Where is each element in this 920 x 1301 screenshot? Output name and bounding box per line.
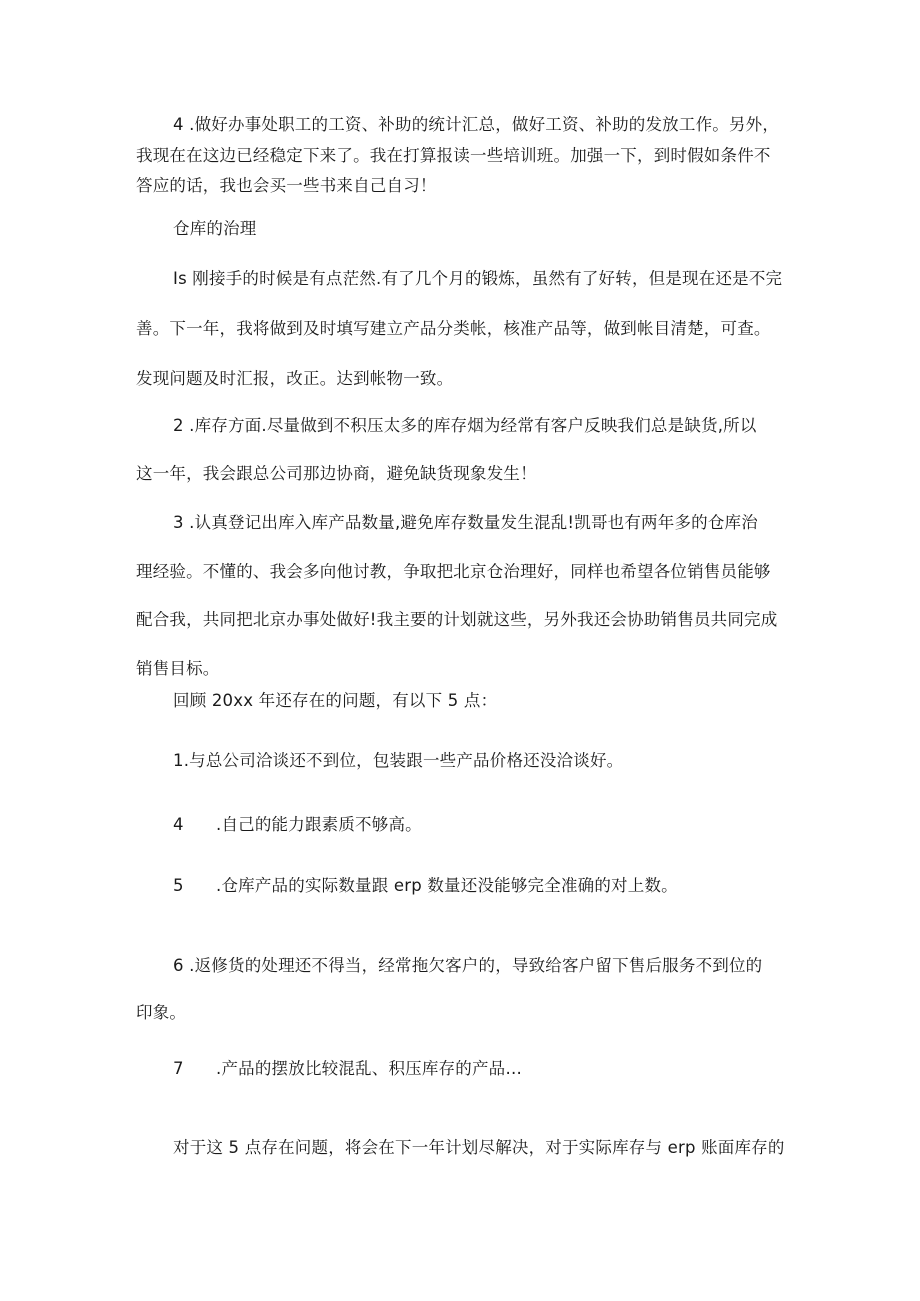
text-line: 销售目标。: [136, 659, 220, 678]
list-item-number: 5: [173, 876, 184, 895]
text-line: 3 .认真登记出库入库产品数量,避免库存数量发生混乱!凯哥也有两年多的仓库治: [173, 513, 758, 532]
text-line: 2 .库存方面.尽量做到不积压太多的库存烟为经常有客户反映我们总是缺货,所以: [173, 416, 757, 435]
list-item: 1.与总公司洽谈还不到位，包装跟一些产品价格还没洽谈好。: [173, 751, 624, 770]
text-line: 印象。: [136, 1003, 187, 1022]
list-item: 6 .返修货的处理还不得当，经常拖欠客户的，导致给客户留下售后服务不到位的: [173, 956, 763, 975]
text-line: 善。下一年，我将做到及时填写建立产品分类帐，核准产品等，做到帐目清楚，可查。: [136, 319, 771, 338]
list-item-number: 7: [173, 1059, 184, 1078]
text-line: Is 刚接手的时候是有点茫然.有了几个月的锻炼，虽然有了好转，但是现在还是不完: [173, 269, 783, 288]
list-item: .自己的能力跟素质不够高。: [216, 815, 422, 834]
list-item-number: 4: [173, 815, 184, 834]
text-line: 回顾 20xx 年还存在的问题，有以下 5 点：: [173, 691, 498, 710]
text-line: 配合我，共同把北京办事处做好!我主要的计划就这些，另外我还会协助销售员共同完成: [136, 610, 778, 629]
section-heading: 仓库的治理: [173, 219, 257, 238]
text-line: 4 .做好办事处职工的工资、补助的统计汇总，做好工资、补助的发放工作。另外，: [173, 115, 780, 134]
list-item: .仓库产品的实际数量跟 erp 数量还没能够完全准确的对上数。: [216, 876, 678, 895]
text-line: 这一年，我会跟总公司那边协商，避免缺货现象发生！: [136, 464, 537, 483]
text-line: 答应的话，我也会买一些书来自己自习！: [136, 176, 437, 195]
text-line: 理经验。不懂的、我会多向他讨教，争取把北京仓治理好，同样也希望各位销售员能够: [136, 562, 771, 581]
text-line: 我现在在这边已经稳定下来了。我在打算报读一些培训班。加强一下，到时假如条件不: [136, 146, 771, 165]
text-line: 对于这 5 点存在问题，将会在下一年计划尽解决，对于实际库存与 erp 账面库存的: [173, 1138, 785, 1157]
text-line: 发现问题及时汇报，改正。达到帐物一致。: [136, 369, 454, 388]
list-item: .产品的摆放比较混乱、积压库存的产品…: [216, 1059, 523, 1078]
